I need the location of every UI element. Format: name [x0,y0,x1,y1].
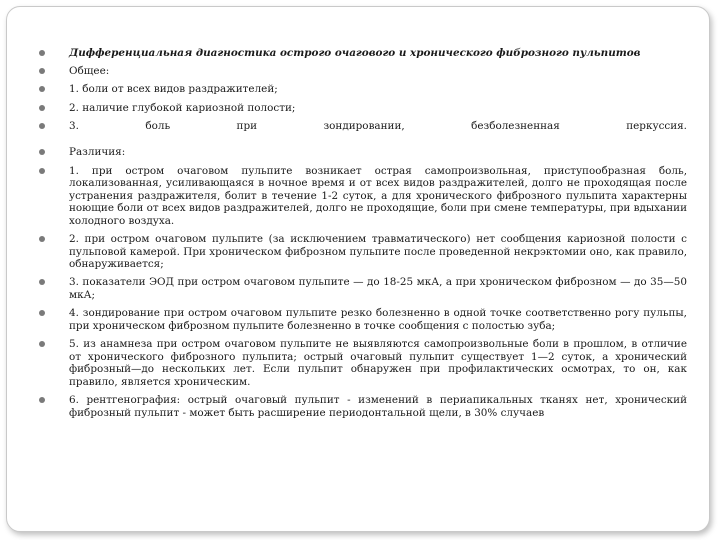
bullet-icon [39,168,45,174]
list-item-differences-heading [39,146,687,159]
list-item [39,102,687,115]
bullet-icon [39,68,45,74]
slide [6,6,710,532]
general-heading: Общее: [69,65,110,78]
slide-title: Дифференциальная диагностика острого очагового и хронического фиброзного пульпитов [69,47,641,59]
slide-content [39,47,687,425]
bullet-icon [39,310,45,316]
list-item [39,120,687,133]
bullet-icon [39,279,45,285]
list-item [39,394,687,419]
difference-item-6: 6. рентгенография: острый очаговый пульпит - изменений в периапикальных тканях нет, хронический фиброзный пульпит - может быть расширение периодонтальной щели, в 30% случаев [69,394,687,419]
general-item-1: 1. боли от всех видов раздражителей; [69,83,278,96]
general-item-3: 3. боль при зондировании, безболезненная перкуссия. [69,119,687,132]
differences-heading: Различия: [69,146,126,159]
list-item [39,233,687,271]
list-item [39,338,687,388]
list-item [39,165,687,228]
list-item [39,276,687,301]
bullet-icon [39,86,45,92]
general-item-2: 2. наличие глубокой кариозной полости; [69,101,296,114]
bullet-icon [39,236,45,242]
list-item [39,83,687,96]
bullet-icon [39,123,45,129]
bullet-icon [39,105,45,111]
bullet-icon [39,341,45,347]
bullet-icon [39,149,45,155]
list-item [39,307,687,332]
differences-section [39,146,687,419]
difference-item-3: 3. показатели ЭОД при остром очаговом пульпите — до 18-25 мкА, а при хроническом фиброзном — до 35—50 мкА; [69,276,687,302]
difference-item-2: 2. при остром очаговом пульпите (за исключением травматического) нет сообщения кариозной полости с пульповой камерой. При хроническом фиброзном пульпите после проведенной некрэктомии оно, как правило, обнаруживается; [69,233,687,271]
difference-item-4: 4. зондирование при остром очаговом пульпите резко болезненно в одной точке соответственно рогу пульпы, при хроническом фиброзном пульпите болезненно в точке сообщения с полостью зуба; [69,307,687,332]
difference-item-5: 5. из анамнеза при остром очаговом пульпите не выявляются самопроизвольные боли в прошлом, в отличие от хронического фиброзного пульпита; острый очаговый пульпит существует 1—2 суток, а хронический фиброзный—до нескольких лет. Если пульпит обнаружен при профилактических осмотрах, то он, как правило, является хроническим. [69,338,687,388]
bullet-icon [39,397,45,403]
list-item-general-heading [39,65,687,78]
general-section [39,47,687,132]
bullet-icon [39,50,45,56]
difference-item-1: 1. при остром очаговом пульпите возникает острая самопроизвольная, приступообразная боль, локализованная, усиливающаяся в ночное время и от всех видов раздражителей, долго не проходящая после устранения раздражителя, болит в течение 1-2 суток, а для хронического фиброзного пульпита характерны ноющие боли от всех видов раздражителей, долго не проходящие, боли при смене температуры, при вдыхании холодного воздуха. [69,164,687,227]
list-item-title [39,47,687,60]
